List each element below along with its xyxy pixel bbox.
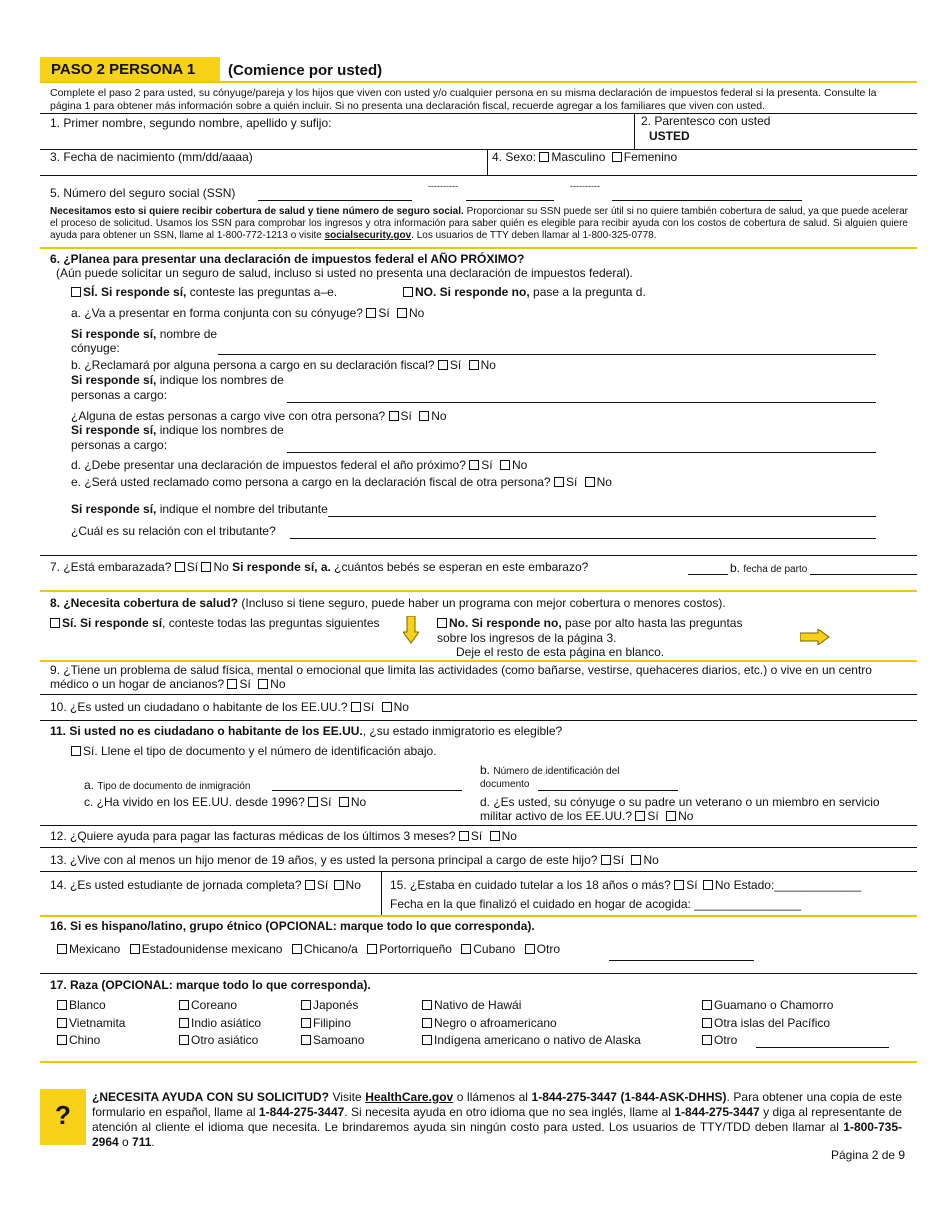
- race-checkbox-1[interactable]: [179, 1000, 189, 1010]
- q6a-no-checkbox[interactable]: [397, 308, 407, 318]
- race-opt-14: Otro: [702, 1033, 737, 1047]
- q6a-spouse-2: cónyuge:: [71, 341, 120, 355]
- female-checkbox[interactable]: [612, 152, 622, 162]
- ethnic-checkbox-3[interactable]: [367, 944, 377, 954]
- q6e-name: Si responde sí, indique el nombre del tributante: [71, 502, 328, 516]
- race-opt-4: Guamano o Chamorro: [702, 998, 833, 1012]
- race-opt-1: Coreano: [179, 998, 237, 1012]
- q10: 10. ¿Es usted un ciudadano o habitante de los EE.UU.? Sí No: [50, 700, 409, 714]
- q6b-names: Si responde sí, indique los nombres de: [71, 373, 284, 387]
- q8-title: 8. ¿Necesita cobertura de salud? (Incluso si tiene seguro, puede haber un programa con mejor cobertura o menores costos).: [50, 596, 726, 610]
- ethnic-checkbox-5[interactable]: [525, 944, 535, 954]
- race-opt-7: Filipino: [301, 1016, 351, 1030]
- race-opt-3: Nativo de Hawái: [422, 998, 521, 1012]
- q6b-names-2: personas a cargo:: [71, 388, 168, 402]
- race-opt-9: Otra islas del Pacífico: [702, 1016, 830, 1030]
- q12: 12. ¿Quiere ayuda para pagar las facturas médicas de los últimos 3 meses? Sí No: [50, 829, 517, 843]
- q8-no-3: Deje el resto de esta página en blanco.: [456, 645, 665, 659]
- ethnic-checkbox-2[interactable]: [292, 944, 302, 954]
- q11a-label: a. Tipo de documento de inmigración: [84, 778, 251, 792]
- race-checkbox-3[interactable]: [422, 1000, 432, 1010]
- race-checkbox-4[interactable]: [702, 1000, 712, 1010]
- q6e-no-checkbox[interactable]: [585, 477, 595, 487]
- q7-yes-checkbox[interactable]: [175, 562, 185, 572]
- q6-yes: SÍ. Si responde sí, conteste las preguntas a–e.: [71, 285, 337, 299]
- q6c-yes-checkbox[interactable]: [389, 411, 399, 421]
- q9: 9. ¿Tiene un problema de salud física, mental o emocional que limita las actividades (como bañarse, vestirse, quehaceres diarios, etc.) o vive en un centro médico o un hogar de ancianos? Sí No: [50, 663, 872, 691]
- q6a: a. ¿Va a presentar en forma conjunta con su cónyuge? Sí No: [71, 306, 425, 320]
- q7-no-checkbox[interactable]: [201, 562, 211, 572]
- race-checkbox-13[interactable]: [422, 1035, 432, 1045]
- q15-no-checkbox[interactable]: [703, 880, 713, 890]
- down-arrow-icon: [403, 616, 419, 644]
- q6d-yes-checkbox[interactable]: [469, 460, 479, 470]
- q9-no-checkbox[interactable]: [258, 679, 268, 689]
- q8-no: No. Si responde no, pase por alto hasta las preguntas: [437, 616, 742, 630]
- q8-yes: Sí. Si responde sí, conteste todas las preguntas siguientes: [50, 616, 380, 630]
- q14-yes-checkbox[interactable]: [305, 880, 315, 890]
- race-checkbox-5[interactable]: [57, 1018, 67, 1028]
- q11d-1: d. ¿Es usted, su cónyuge o su padre un veterano o un miembro en servicio: [480, 795, 880, 809]
- q7: 7. ¿Está embarazada? Sí No Si responde sí, a. ¿cuántos bebés se esperan en este embarazo?: [50, 560, 589, 574]
- q14-no-checkbox[interactable]: [334, 880, 344, 890]
- step-subtitle: (Comience por usted): [228, 62, 383, 79]
- race-checkbox-8[interactable]: [422, 1018, 432, 1028]
- q11d-no-checkbox[interactable]: [666, 811, 676, 821]
- ssn-field-1[interactable]: [258, 200, 412, 201]
- race-opt-11: Otro asiático: [179, 1033, 258, 1047]
- right-arrow-icon: [800, 629, 830, 645]
- intro-text: Complete el paso 2 para usted, su cónyuge/pareja y los hijos que viven con usted y/o cualquier persona en su misma declaración de impuestos federal si la presenta. Consulte la página 1 para obtener más información sobre a quién incluir. Si no presenta una declaración fiscal, recuerde agregar a los familiares que viven con usted.: [50, 87, 877, 112]
- q6e-yes-checkbox[interactable]: [554, 477, 564, 487]
- babies-count-field[interactable]: [688, 574, 728, 575]
- race-checkbox-9[interactable]: [702, 1018, 712, 1028]
- ethnic-checkbox-4[interactable]: [461, 944, 471, 954]
- q13: 13. ¿Vive con al menos un hijo menor de 19 años, y es usted la persona principal a cargo de este hijo? Sí No: [50, 853, 659, 867]
- ssn-note: Necesitamos esto si quiere recibir cobertura de salud y tiene número de seguro social. Proporcionar su SSN puede ser útil si no quiere también cobertura de salud, ya que puede acelerar el proceso de solicitud. Usamos los SSN para comprobar los ingresos y otra información para saber quién es elegible para recibir ayuda con los costos de cobertura de salud. Si alguien quiere ayuda para obtener un SSN, llame al 1-800-772-1213 o visite socialsecurity.gov. Los usuarios de TTY deben llamar al 1-800-325-0778.: [50, 206, 909, 241]
- race-checkbox-12[interactable]: [301, 1035, 311, 1045]
- race-checkbox-14[interactable]: [702, 1035, 712, 1045]
- q15: 15. ¿Estaba en cuidado tutelar a los 18 años o más? Sí No Estado:_____________: [390, 878, 862, 892]
- q6c-no-checkbox[interactable]: [419, 411, 429, 421]
- race-opt-6: Indio asiático: [179, 1016, 261, 1030]
- q11c-yes-checkbox[interactable]: [308, 797, 318, 807]
- q11-yes-checkbox[interactable]: [71, 746, 81, 756]
- q6d: d. ¿Debe presentar una declaración de impuestos federal el año próximo? Sí No: [71, 458, 528, 472]
- page-number: Página 2 de 9: [831, 1148, 906, 1162]
- q4-sex: 4. Sexo: Masculino Femenino: [492, 150, 678, 164]
- q6e-rel: ¿Cuál es su relación con el tributante?: [71, 524, 276, 538]
- q15-date[interactable]: Fecha en la que finalizó el cuidado en hogar de acogida: ________________: [390, 897, 801, 911]
- q6b: b. ¿Reclamará por alguna persona a cargo en su declaración fiscal? Sí No: [71, 358, 496, 372]
- q6-sub: (Aún puede solicitar un seguro de salud, incluso si usted no presenta una declaración de impuestos federal).: [56, 266, 634, 280]
- male-checkbox[interactable]: [539, 152, 549, 162]
- q12-yes-checkbox[interactable]: [459, 831, 469, 841]
- race-other-field[interactable]: [756, 1047, 889, 1048]
- q5-label: 5. Número del seguro social (SSN): [50, 186, 236, 200]
- socialsecurity-link[interactable]: socialsecurity.gov: [324, 230, 412, 241]
- q12-no-checkbox[interactable]: [490, 831, 500, 841]
- q8-no-2: sobre los ingresos de la página 3.: [437, 631, 617, 645]
- q13-yes-checkbox[interactable]: [601, 855, 611, 865]
- help-text: ¿NECESITA AYUDA CON SU SOLICITUD? Visite HealthCare.gov o llámenos al 1-844-275-3447 (1-844-ASK-DHHS). Para obtener una copia de este formulario en español, llame al 1-844-275-3447. Si necesita ayuda en otro idioma que no sea inglés, llame al 1-844-275-3447 y diga al representante de atención al cliente el idioma que necesita. Le brindaremos ayuda sin ningún costo para usted. Los usuarios de TTY/TDD deben llamar al 1-800-735-2964 o 711.: [92, 1090, 903, 1149]
- q17-title: 17. Raza (OPCIONAL: marque todo lo que corresponda).: [50, 978, 371, 992]
- healthcare-link[interactable]: HealthCare.gov: [365, 1090, 454, 1104]
- q6-title: 6. ¿Planea para presentar una declaración de impuestos federal el AÑO PRÓXIMO?: [50, 252, 525, 266]
- q8-no-checkbox[interactable]: [437, 618, 447, 628]
- ssn-dash-1: ----------: [428, 181, 458, 191]
- race-opt-13: Indígena americano o nativo de Alaska: [422, 1033, 641, 1047]
- ssn-dash-2: ----------: [570, 181, 600, 191]
- document-type-field[interactable]: [272, 790, 462, 791]
- q10-yes-checkbox[interactable]: [351, 702, 361, 712]
- q15-state[interactable]: Estado:_____________: [733, 878, 862, 892]
- q6c: ¿Alguna de estas personas a cargo vive con otra persona? Sí No: [71, 409, 447, 423]
- race-opt-0: Blanco: [57, 998, 106, 1012]
- q11d-2: militar activo de los EE.UU.? Sí No: [480, 809, 694, 823]
- q16-title: 16. Si es hispano/latino, grupo étnico (OPCIONAL: marque todo lo que corresponda).: [50, 919, 535, 933]
- ssn-field-2[interactable]: [466, 200, 554, 201]
- ethnic-checkbox-1[interactable]: [130, 944, 140, 954]
- help-question-mark: ?: [55, 1100, 71, 1130]
- q8-yes-checkbox[interactable]: [50, 618, 60, 628]
- q6-yes-checkbox[interactable]: [71, 287, 81, 297]
- q6b-yes-checkbox[interactable]: [438, 360, 448, 370]
- q13-no-checkbox[interactable]: [631, 855, 641, 865]
- q15-yes-checkbox[interactable]: [674, 880, 684, 890]
- ssn-field-3[interactable]: [612, 200, 802, 201]
- document-id-field[interactable]: [538, 790, 678, 791]
- q11-yes: Sí. Llene el tipo de documento y el número de identificación abajo.: [71, 744, 437, 758]
- race-opt-5: Vietnamita: [57, 1016, 125, 1030]
- q6c-names: Si responde sí, indique los nombres de: [71, 423, 284, 437]
- q2-value: USTED: [649, 129, 690, 143]
- q6a-yes-checkbox[interactable]: [366, 308, 376, 318]
- q6d-no-checkbox[interactable]: [500, 460, 510, 470]
- q9-yes-checkbox[interactable]: [227, 679, 237, 689]
- q3-label: 3. Fecha de nacimiento (mm/dd/aaaa): [50, 150, 253, 164]
- tax-filer-field[interactable]: [328, 516, 876, 517]
- q6e: e. ¿Será usted reclamado como persona a cargo en la declaración fiscal de otra persona? Sí No: [71, 475, 612, 489]
- race-checkbox-0[interactable]: [57, 1000, 67, 1010]
- race-opt-8: Negro o afroamericano: [422, 1016, 557, 1030]
- q6-no-checkbox[interactable]: [403, 287, 413, 297]
- q11b-label-2: documento: [480, 779, 530, 790]
- q16-options: Mexicano Estadounidense mexicano Chicano/a Portorriqueño Cubano Otro: [57, 942, 560, 956]
- q11c-no-checkbox[interactable]: [339, 797, 349, 807]
- q1-label: 1. Primer nombre, segundo nombre, apellido y sufijo:: [50, 116, 332, 130]
- race-checkbox-7[interactable]: [301, 1018, 311, 1028]
- q6-no: NO. Si responde no, pase a la pregunta d.: [403, 285, 646, 299]
- race-checkbox-11[interactable]: [179, 1035, 189, 1045]
- q14: 14. ¿Es usted estudiante de jornada completa? Sí No: [50, 878, 361, 892]
- q11c: c. ¿Ha vivido en los EE.UU. desde 1996? Sí No: [84, 795, 367, 809]
- relationship-field[interactable]: [290, 538, 876, 539]
- ethnic-checkbox-0[interactable]: [57, 944, 67, 954]
- race-opt-2: Japonés: [301, 998, 358, 1012]
- q6b-no-checkbox[interactable]: [469, 360, 479, 370]
- q6c-names-2: personas a cargo:: [71, 438, 168, 452]
- ethnic-other-field[interactable]: [609, 960, 754, 961]
- step-label: PASO 2 PERSONA 1: [51, 61, 196, 78]
- q11d-yes-checkbox[interactable]: [635, 811, 645, 821]
- due-date-field[interactable]: [810, 574, 917, 575]
- race-opt-10: Chino: [57, 1033, 100, 1047]
- dependents-other-field[interactable]: [287, 452, 876, 453]
- q11-title: 11. Si usted no es ciudadano o habitante de los EE.UU., ¿su estado inmigratorio es elegible?: [50, 724, 563, 738]
- q7b: b. fecha de parto: [730, 561, 808, 575]
- dependents-field[interactable]: [287, 402, 876, 403]
- q2-label: 2. Parentesco con usted: [641, 114, 771, 128]
- spouse-name-field[interactable]: [218, 354, 876, 355]
- race-opt-12: Samoano: [301, 1033, 364, 1047]
- race-checkbox-10[interactable]: [57, 1035, 67, 1045]
- q11b-label: b. Número de identificación del: [480, 763, 620, 777]
- race-checkbox-2[interactable]: [301, 1000, 311, 1010]
- q6a-spouse: Si responde sí, nombre de: [71, 327, 218, 341]
- race-checkbox-6[interactable]: [179, 1018, 189, 1028]
- q10-no-checkbox[interactable]: [382, 702, 392, 712]
